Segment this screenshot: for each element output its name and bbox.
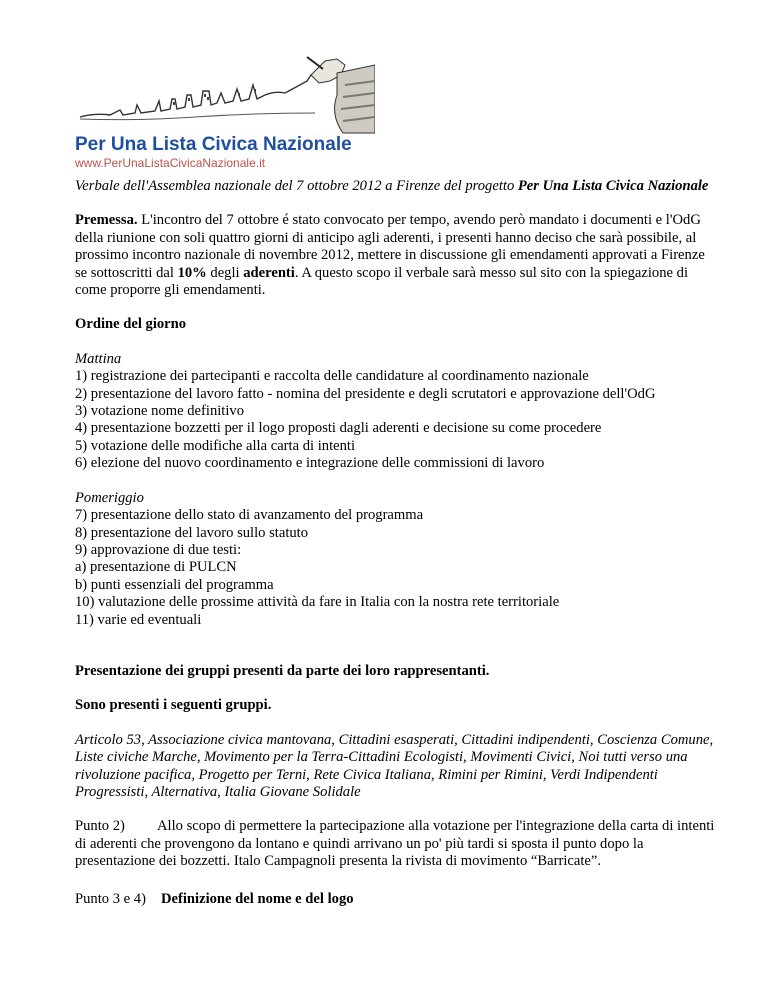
agenda-item: 11) varie ed eventuali [75,611,202,628]
premessa-text-1: L'incontro del 7 ottobre é stato convocato per tempo, avendo però mandato i documenti e l'OdG della riunione con soli quattro giorni di anticipo agli aderenti, i presenti hanno deciso che sarà possibile, al prossimo incontro nazionale di novembre 2012, mettere in discussione gli emendamenti approvati a Firenze se sottoscritti dal [75,212,705,281]
agenda-item: 7) presentazione dello stato di avanzamento del programma [75,507,424,524]
odg-title: Ordine del giorno [75,316,187,333]
agenda-item: 8) presentazione del lavoro sullo statuto [75,524,309,541]
presenti-title: Sono presenti i seguenti gruppi. [75,697,272,714]
mattina-section [75,351,715,473]
agenda-item: 1) registrazione dei partecipanti e raccolta delle candidature al coordinamento nazionale [75,368,589,385]
punto2-text: Allo scopo di permettere la partecipazione alla votazione per l'integrazione della carta di intenti di aderenti che provengono da lontano e quindi arrivano un po' più tardi si sposta il punto dopo la presentazione dei bozzetti. Italo Campagnoli presenta la rivista di movimento “Barricate”. [75,818,715,870]
agenda-item: 5) votazione delle modifiche alla carta di intenti [75,437,356,454]
mattina-label: Mattina [75,350,122,367]
agenda-item: b) punti essenziali del programma [75,576,274,593]
agenda-item: 3) votazione nome definitivo [75,403,244,420]
brand-title: Per Una Lista Civica Nazionale [75,134,352,155]
gruppi-title: Presentazione dei gruppi presenti da parte dei loro rappresentanti. [75,662,490,679]
agenda-item: 9) approvazione di due testi: [75,541,242,558]
punto34-label: Punto 3 e 4) [75,890,146,907]
punto2-paragraph [75,818,715,870]
agenda-item: 10) valutazione delle prossime attività da fare in Italia con la nostra rete territoriale [75,594,560,611]
gruppi-list: Articolo 53, Associazione civica mantovana, Cittadini esasperati, Cittadini indipendenti, Coscienza Comune, Liste civiche Marche, Movimento per la Terra-Cittadini Ecologisti, Movimenti Civici, Noi tutti verso una rivoluzione pacifica, Progetto per Terni, Rete Civica Italiana, Rimini per Rimini, Verdi Indipendenti Progressisti, Alternativa, Italia Giovane Solidale [75,731,714,800]
agenda-item: 4) presentazione bozzetti per il logo proposti dagli aderenti e decisione su come procedere [75,420,602,437]
heading-text: Verbale dell'Assemblea nazionale del 7 ottobre 2012 a Firenze del progetto [75,178,518,194]
premessa-text-2: degli [206,264,244,281]
punto34-title: Definizione del nome e del logo [161,890,354,907]
agenda-item: 2) presentazione del lavoro fatto - nomina del presidente e degli scrutatori e approvazione dell'OdG [75,385,656,402]
premessa-bold-aderenti: aderenti [243,264,295,281]
punto2-label: Punto 2) [75,818,125,835]
pomeriggio-label: Pomeriggio [75,489,144,506]
document-body [75,178,715,925]
premessa-bold-percent: 10% [177,264,207,281]
document-heading [75,178,715,195]
logo-illustration [75,55,375,135]
brand-url[interactable]: www.PerUnaListaCivicaNazionale.it [75,156,266,170]
premessa-paragraph [75,212,715,299]
premessa-text-3: . A questo scopo il verbale sarà messo sul sito con la spiegazione di come proporre gli emendamenti. [75,264,688,299]
agenda-item: a) presentazione di PULCN [75,559,237,576]
punto34-paragraph [75,891,715,908]
agenda-item: 6) elezione del nuovo coordinamento e integrazione delle commissioni di lavoro [75,455,545,472]
pomeriggio-section [75,490,715,629]
premessa-label: Premessa. [75,212,138,229]
heading-project-name: Per Una Lista Civica Nazionale [517,178,709,194]
